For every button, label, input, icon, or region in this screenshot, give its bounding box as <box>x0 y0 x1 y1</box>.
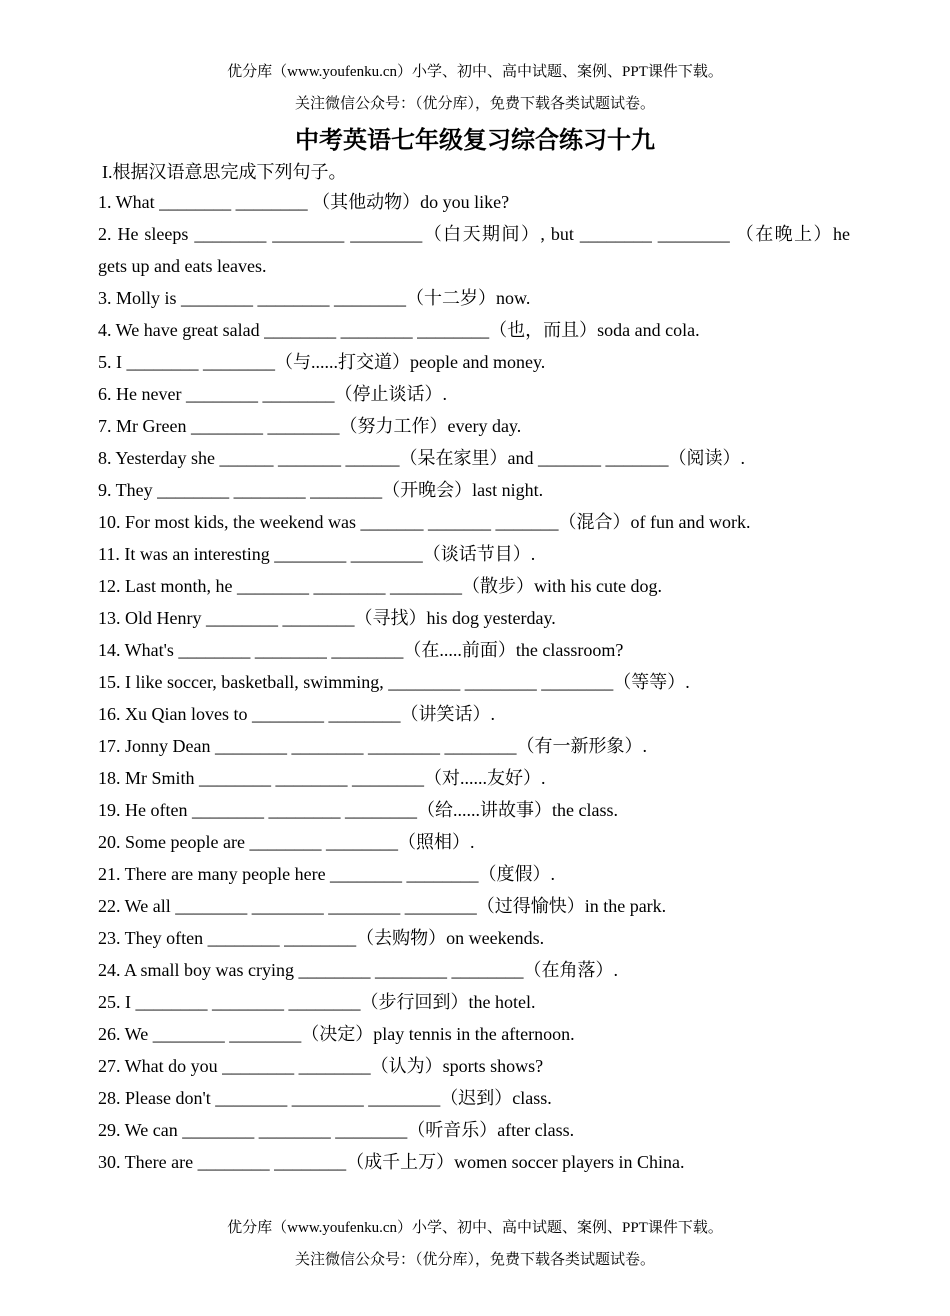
question-item: 23. They often ________ ________（去购物）on weekends. <box>98 928 545 948</box>
question-item: 9. They ________ ________ ________（开晚会）last night. <box>98 480 544 500</box>
question-item: 21. There are many people here ________ ________（度假）. <box>98 864 556 884</box>
header-line-1: 优分库（www.youfenku.cn）小学、初中、高中试题、案例、PPT课件下载。 <box>227 64 723 80</box>
question-item: 24. A small boy was crying ________ ________ ________（在角落）. <box>98 960 618 980</box>
question-item: 26. We ________ ________（决定）play tennis in the afternoon. <box>98 1024 575 1044</box>
question-item: 14. What's ________ ________ ________（在.....前面）the classroom? <box>98 640 624 660</box>
question-item: 17. Jonny Dean ________ ________ ________ ________（有一新形象）. <box>98 736 647 756</box>
question-item: 3. Molly is ________ ________ ________（十二岁）now. <box>98 288 531 308</box>
question-item: 22. We all ________ ________ ________ ________（过得愉快）in the park. <box>98 896 667 916</box>
question-item: 11. It was an interesting ________ ________（谈话节目）. <box>98 544 536 564</box>
question-item: 27. What do you ________ ________（认为）sports shows? <box>98 1056 544 1076</box>
question-item: 25. I ________ ________ ________（步行回到）the hotel. <box>98 992 536 1012</box>
question-list <box>98 186 850 1178</box>
question-item: 16. Xu Qian loves to ________ ________（讲笑话）. <box>98 704 495 724</box>
question-item: 6. He never ________ ________（停止谈话）. <box>98 384 447 404</box>
question-item: 30. There are ________ ________（成千上万）women soccer players in China. <box>98 1152 685 1172</box>
section-heading: I.根据汉语意思完成下列句子。 <box>102 162 347 182</box>
page-title: 中考英语七年级复习综合练习十九 <box>295 128 655 154</box>
question-item: 20. Some people are ________ ________（照相）. <box>98 832 475 852</box>
question-item: 19. He often ________ ________ ________（给......讲故事）the class. <box>98 800 618 820</box>
question-item: 18. Mr Smith ________ ________ ________（对......友好）. <box>98 768 546 788</box>
question-item: 15. I like soccer, basketball, swimming, ________ ________ ________（等等）. <box>98 672 690 692</box>
question-item: 12. Last month, he ________ ________ ________（散步）with his cute dog. <box>98 576 662 596</box>
question-item: 28. Please don't ________ ________ ________（迟到）class. <box>98 1088 552 1108</box>
header-line-2: 关注微信公众号：（优分库），免费下载各类试题试卷。 <box>294 96 655 112</box>
question-item: 29. We can ________ ________ ________（听音乐）after class. <box>98 1120 575 1140</box>
question-item: 10. For most kids, the weekend was _______ _______ _______（混合）of fun and work. <box>98 512 751 532</box>
footer-line-2: 关注微信公众号：（优分库），免费下载各类试题试卷。 <box>294 1252 655 1268</box>
question-item: 13. Old Henry ________ ________（寻找）his dog yesterday. <box>98 608 556 628</box>
question-item: 1. What ________ ________ （其他动物）do you like? <box>98 192 510 212</box>
footer-line-1: 优分库（www.youfenku.cn）小学、初中、高中试题、案例、PPT课件下载。 <box>227 1220 723 1236</box>
question-item: 8. Yesterday she ______ _______ ______（呆在家里）and _______ _______（阅读）. <box>98 448 745 468</box>
question-item: 5. I ________ ________（与......打交道）people and money. <box>98 352 546 372</box>
question-item: 2. He sleeps ________ ________ ________（白天期间）, but ________ ________ （在晚上）he gets up and eats leaves. <box>98 224 850 276</box>
question-item: 7. Mr Green ________ ________（努力工作）every day. <box>98 416 522 436</box>
question-item: 4. We have great salad ________ ________ ________（也，而且）soda and cola. <box>98 320 700 340</box>
